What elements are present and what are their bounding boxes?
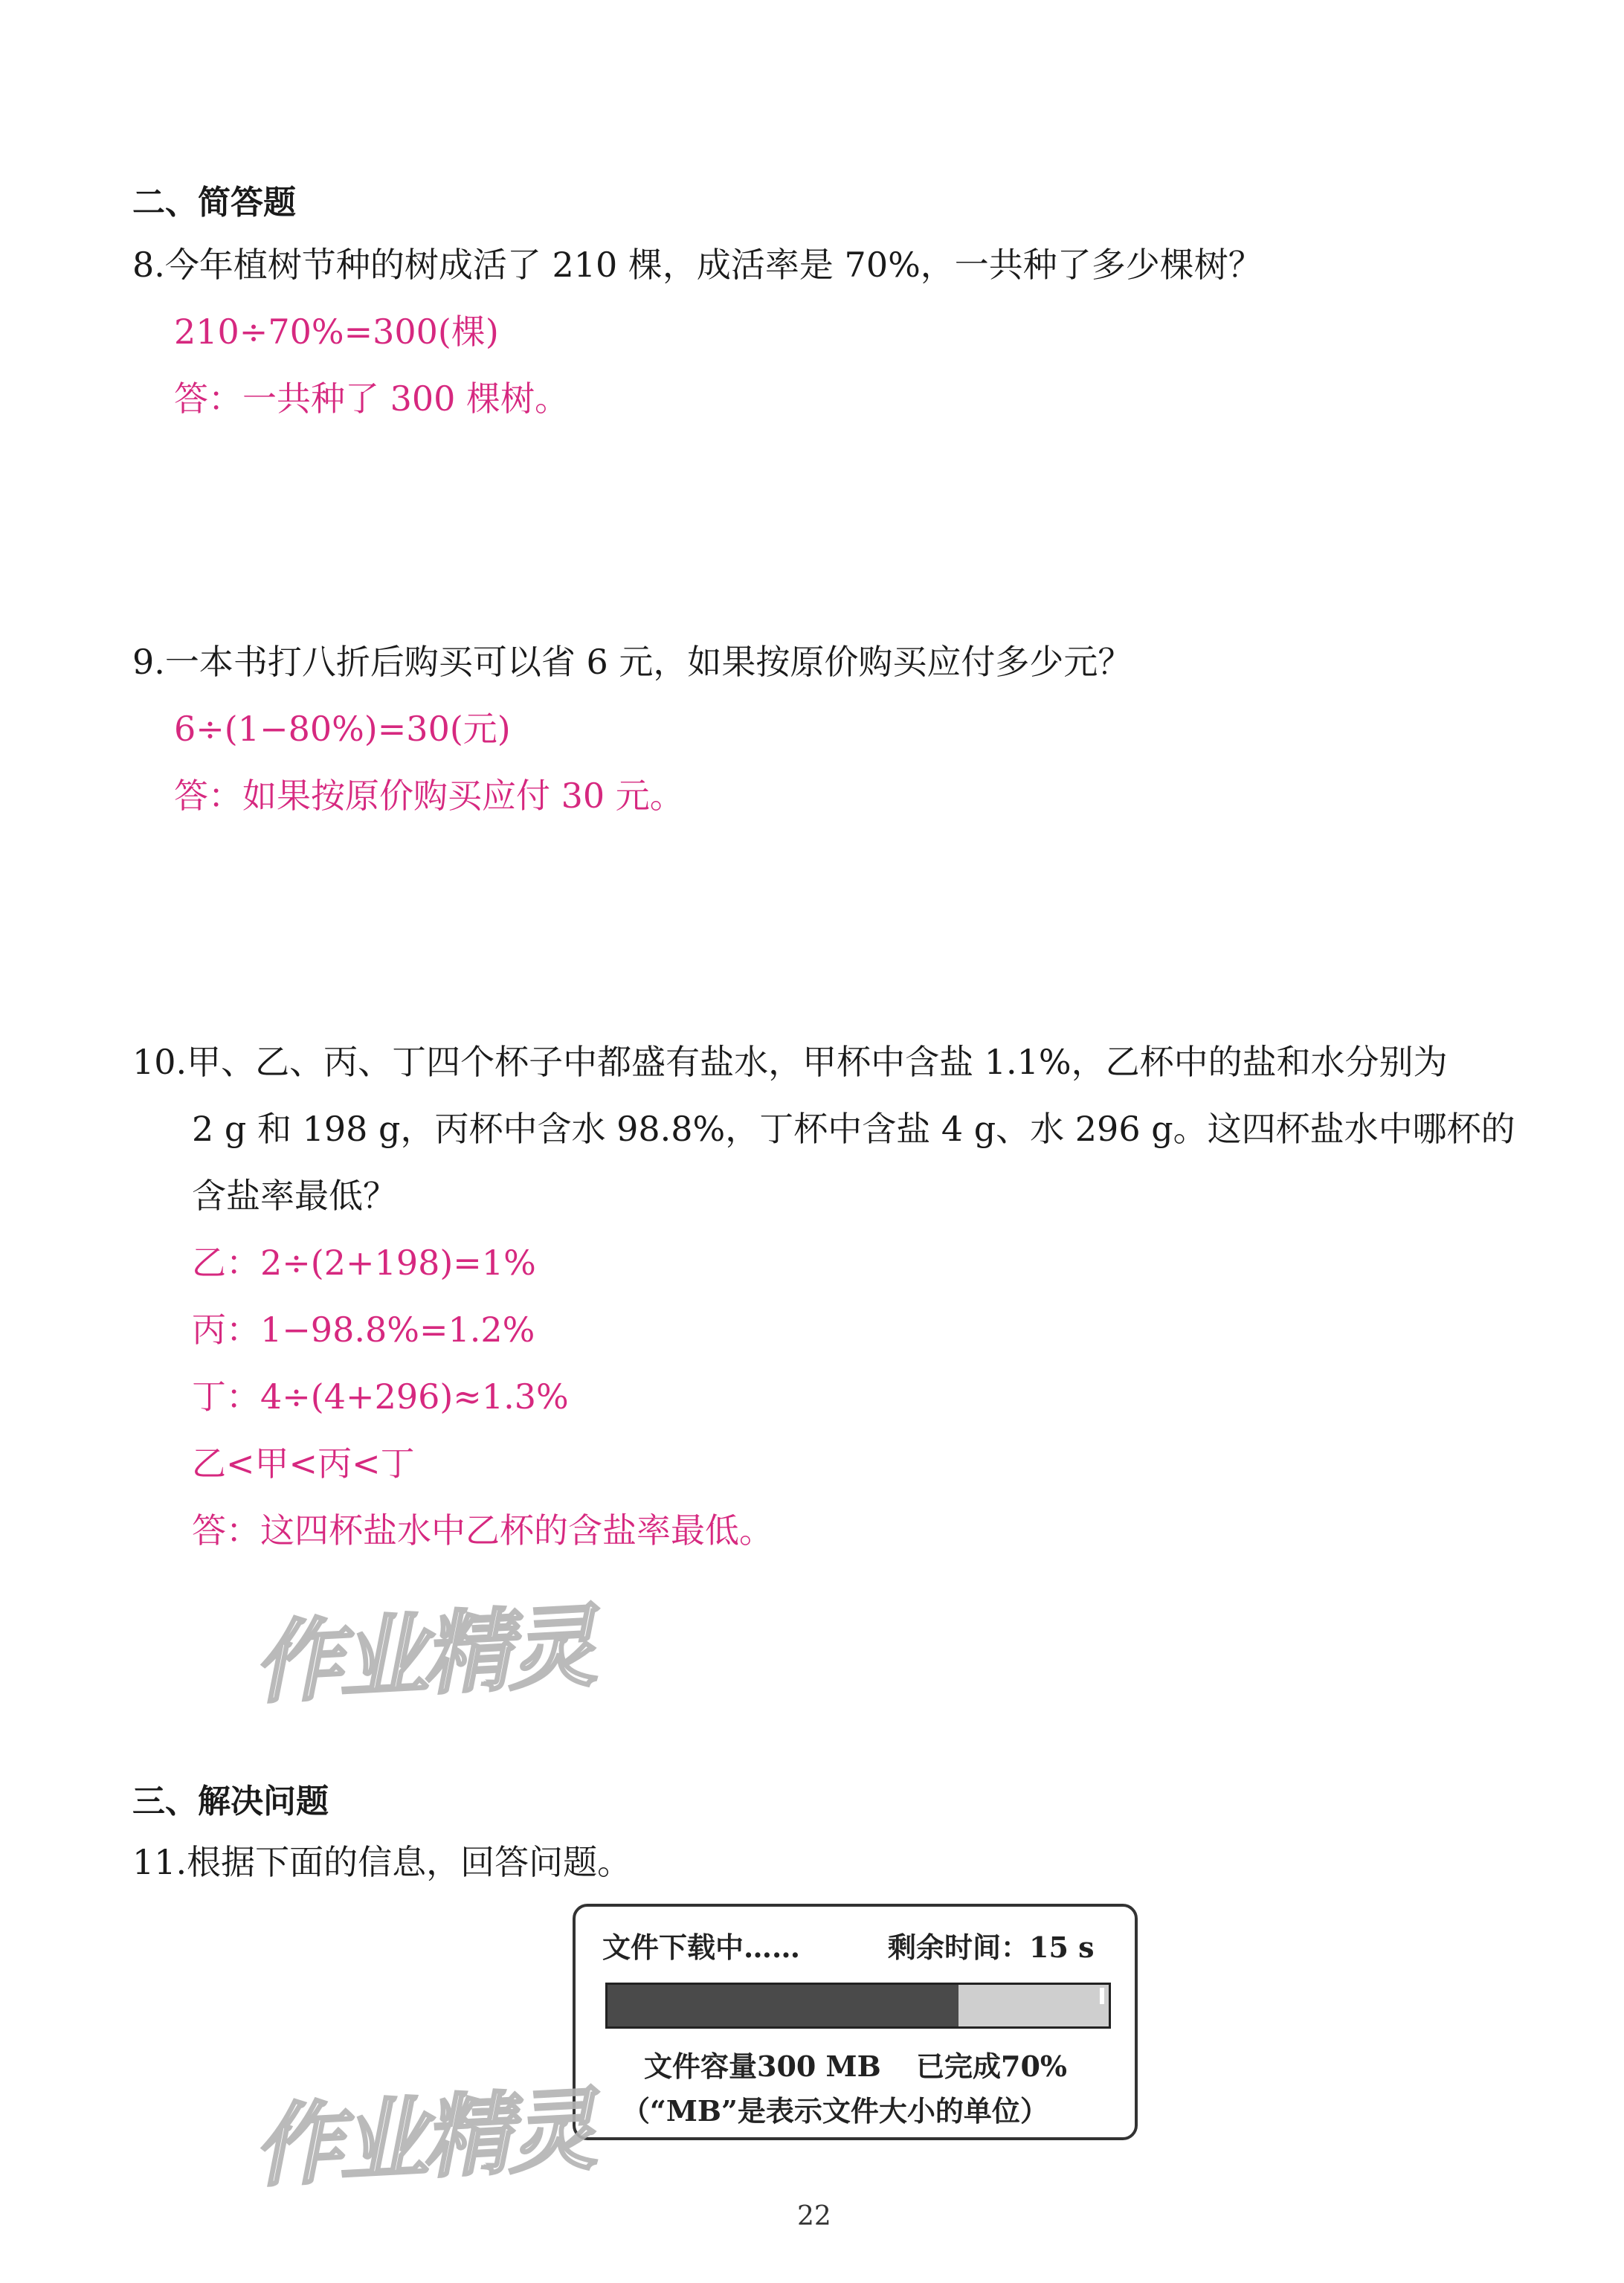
section-heading-3: 三、解决问题 <box>132 1783 329 1820</box>
download-progress-bar <box>605 1983 1111 2029</box>
watermark-logo-2: 作业精灵 <box>251 2078 595 2200</box>
watermark-logo: 作业精灵 <box>251 1595 595 1716</box>
question-9-text: 9.一本书打八折后购买可以省 6 元，如果按原价购买应付多少元？ <box>132 642 1132 682</box>
unit-note-label: （“MB”是表示文件大小的单位） <box>622 2094 1048 2128</box>
question-9-answer-text: 答：如果按原价购买应付 30 元。 <box>174 776 684 816</box>
progress-end-marker <box>1100 1988 1104 2004</box>
question-10-line1: 10.甲、乙、丙、丁四个杯子中都盛有盐水，甲杯中含盐 1.1%，乙杯中的盐和水分别为 <box>132 1042 1448 1082</box>
question-10-answer-line1: 乙：2÷(2+198)=1% <box>192 1243 536 1283</box>
page-number: 22 <box>797 2201 831 2232</box>
section-heading-2: 二、简答题 <box>132 184 296 222</box>
remaining-time-label: 剩余时间：15 s <box>888 1931 1095 1964</box>
download-info-box <box>573 1904 1138 2140</box>
question-10-answer-text: 答：这四杯盐水中乙杯的含盐率最低。 <box>192 1510 773 1551</box>
download-status-label: 文件下载中…… <box>602 1931 801 1964</box>
question-9-answer-calc: 6÷(1−80%)=30(元) <box>174 709 511 749</box>
question-8-answer-calc: 210÷70%=300(棵) <box>174 312 499 352</box>
question-8-answer-text: 答：一共种了 300 棵树。 <box>174 379 570 419</box>
completed-percent-label: 已完成70% <box>916 2049 1067 2083</box>
question-10-answer-line2: 丙：1−98.8%=1.2% <box>192 1310 535 1350</box>
question-8-text: 8.今年植树节种的树成活了 210 棵，成活率是 70%，一共种了多少棵树？ <box>132 245 1263 285</box>
question-10-line2: 2 g 和 198 g，丙杯中含水 98.8%，丁杯中含盐 4 g、水 296 g。这四杯盐水中哪杯的 <box>192 1109 1515 1149</box>
file-capacity-label: 文件容量300 MB <box>644 2049 881 2083</box>
question-10-line3: 含盐率最低？ <box>192 1176 397 1216</box>
question-10-answer-line3: 丁：4÷(4+296)≈1.3% <box>192 1376 569 1417</box>
download-progress-fill <box>608 1985 958 2026</box>
question-11-text: 11.根据下面的信息，回答问题。 <box>132 1842 632 1882</box>
question-10-answer-line4: 乙<甲<丙<丁 <box>192 1443 415 1484</box>
